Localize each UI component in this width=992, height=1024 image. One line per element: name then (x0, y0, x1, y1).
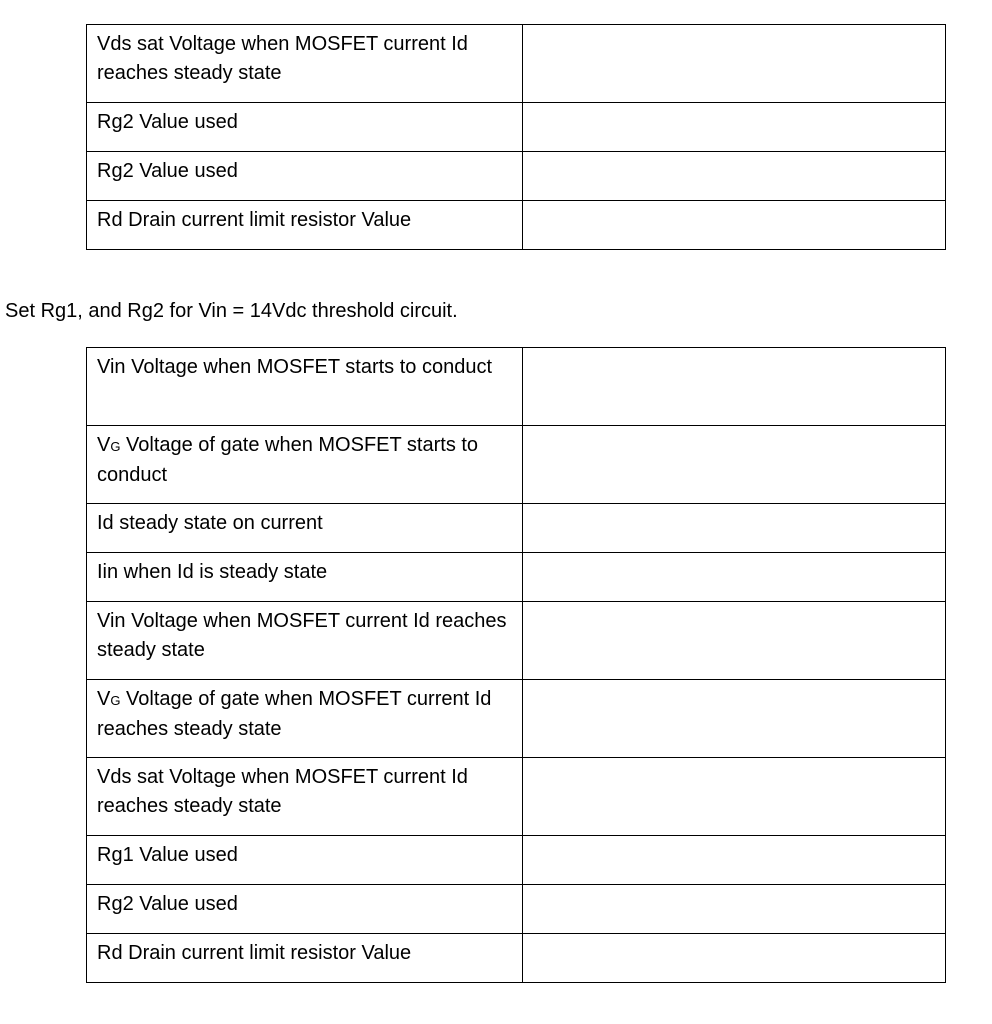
row-value-cell[interactable] (523, 103, 946, 152)
row-label (87, 602, 523, 680)
row-label (87, 103, 523, 152)
row-label (87, 553, 523, 602)
table-row (87, 348, 946, 426)
row-label-text: Rg1 Value used (97, 844, 238, 866)
table-row (87, 836, 946, 885)
row-value-cell[interactable] (523, 25, 946, 103)
measurement-table-2 (86, 347, 946, 983)
row-label (87, 680, 523, 758)
row-label (87, 201, 523, 250)
symbol-subscript: G (110, 439, 121, 454)
symbol: V (97, 434, 111, 456)
table-row (87, 504, 946, 553)
row-label (87, 152, 523, 201)
section-heading: Set Rg1, and Rg2 for Vin = 14Vdc threshold circuit. (5, 300, 458, 322)
table-row (87, 602, 946, 680)
table-row (87, 426, 946, 504)
row-label (87, 426, 523, 504)
row-label-text: Voltage of gate when MOSFET current Id reaches steady state (97, 688, 492, 740)
row-value-cell[interactable] (523, 201, 946, 250)
row-label (87, 934, 523, 983)
row-value-cell[interactable] (523, 426, 946, 504)
row-label-text: Rg2 Value used (97, 893, 238, 915)
symbol-subscript: G (110, 693, 121, 708)
row-label-text: Vds sat Voltage when MOSFET current Id reaches steady state (97, 766, 468, 817)
row-label-text: Voltage of gate when MOSFET starts to conduct (97, 434, 479, 486)
row-label-text: Id steady state on current (97, 512, 323, 534)
table-row (87, 758, 946, 836)
row-label (87, 25, 523, 103)
row-label (87, 504, 523, 553)
row-value-cell[interactable] (523, 152, 946, 201)
measurement-table-1 (86, 24, 946, 250)
row-label-text: Rg2 Value used (97, 111, 238, 133)
row-value-cell[interactable] (523, 504, 946, 553)
table-row (87, 680, 946, 758)
table-row (87, 885, 946, 934)
row-label (87, 348, 523, 426)
row-value-cell[interactable] (523, 680, 946, 758)
row-value-cell[interactable] (523, 934, 946, 983)
table-row (87, 201, 946, 250)
row-value-cell[interactable] (523, 602, 946, 680)
row-value-cell[interactable] (523, 885, 946, 934)
table-row (87, 553, 946, 602)
row-label (87, 836, 523, 885)
symbol: V (97, 688, 111, 710)
row-label-text: Vds sat Voltage when MOSFET current Id reaches steady state (97, 33, 468, 84)
row-label (87, 758, 523, 836)
table-row (87, 152, 946, 201)
row-value-cell[interactable] (523, 553, 946, 602)
row-label-text: Rg2 Value used (97, 160, 238, 182)
row-label (87, 885, 523, 934)
table-row (87, 934, 946, 983)
row-label-text: Rd Drain current limit resistor Value (97, 942, 412, 964)
table-row (87, 103, 946, 152)
row-value-cell[interactable] (523, 836, 946, 885)
row-label-text: Rd Drain current limit resistor Value (97, 209, 412, 231)
row-value-cell[interactable] (523, 348, 946, 426)
table-row (87, 25, 946, 103)
row-label-text: Vin Voltage when MOSFET starts to conduct (97, 356, 493, 378)
row-value-cell[interactable] (523, 758, 946, 836)
row-label-text: Vin Voltage when MOSFET current Id reaches steady state (97, 610, 507, 661)
row-label-text: Iin when Id is steady state (97, 561, 328, 583)
